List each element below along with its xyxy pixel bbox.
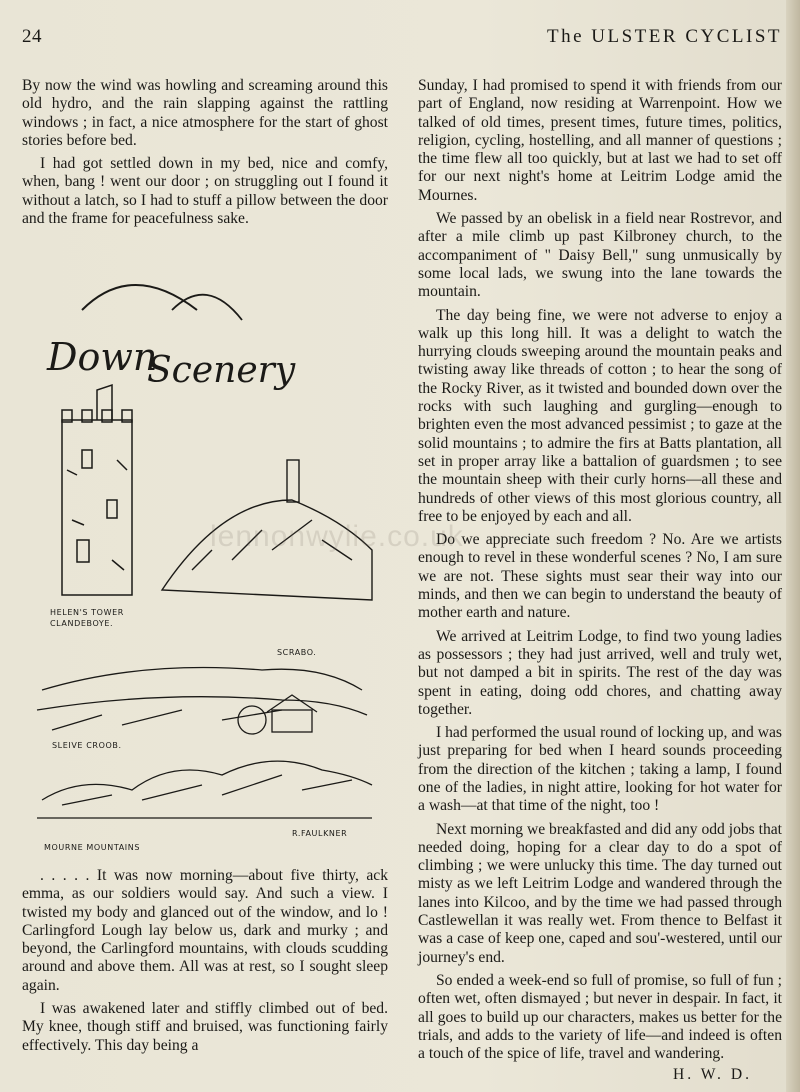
page-number: 24 [22,26,42,47]
paragraph: I was awakened later and stiffly climbed out of bed. My knee, though stiff and bruised, was functioning fairly effectively. This day being a [22,1000,388,1054]
paragraph: Do we appreciate such freedom ? No. Are we artists enough to revel in these wonderful scenes ? No, I am sure we are not. These sights must sear their way into our minds, and then we can begin to understand the beauty of mother earth and nature. [418,531,782,622]
right-column [418,77,782,1085]
cloud-arc [82,285,197,310]
title-word-scenery: Scenery [147,350,296,391]
paragraph: So ended a week-end so full of promise, so full of fun ; often wet, often dismayed ; but never in despair. In fact, it all goes to build up our characters, makes us better for the trials, and adds to the variety of life—and indeed is often a touch of the spice of life, travel and wandering. [418,971,782,1063]
paragraph: Next morning we breakfasted and did any odd jobs that needed doing, hoping for a clear day to do a spot of climbing ; we were unlucky this time. The day turned out misty as we left Leitrim Lodge and wandered through the lanes into Kilcoo, and by the time we had passed through Castlewellan it was really wet. From thence to Belfast it was a case of keep one, caped and sou'-westered, until our journey's end. [418,820,783,966]
down-scenery-illustration [22,270,388,860]
paragraph: By now the wind was howling and screaming around this old hydro, and the rain slapping against the rattling windows ; in fact, a nice atmosphere for the start of ghost stories before bed. [22,77,388,149]
illustration-drawing [22,270,388,860]
cloud-arc [172,295,242,320]
mourne-mountains-drawing [37,761,372,818]
caption-mourne-mountains: MOURNE MOUNTAINS [44,843,140,852]
paragraph: We arrived at Leitrim Lodge, to find two young ladies as possessors ; they had just arrived, well and truly wet, but not damped a bit in spirits. The rest of the day was spent in eating, doing odd chores, and chatting away together. [418,627,782,718]
paragraph: The day being fine, we were not adverse to enjoy a walk up this long hill. It was a delight to watch the hurrying clouds sweeping around the mountain peaks and twisting away like threads of cotton ; to hear the song of the Rocky River, as it twisted and bounded down over the rocks with such laughing and gurgling—enough to brighten even the most advanced pessimist ; to gaze at the solid mountains ; to admire the firs at Batts plantation, all set in proper array like a battalion of guardsmen ; to see the mountain sheep with their curly horns—all these and hundreds of other views of this most glorious country, all free to be enjoyed by each and all. [418,306,782,525]
paragraph: I had got settled down in my bed, nice and comfy, when, bang ! went our door ; on struggling out I found it without a latch, so I had to stuff a pillow between the door and the frame for peacefulness sake. [22,155,388,228]
left-column-bottom [22,867,388,1060]
paragraph: Sunday, I had promised to spend it with friends from our part of England, now residing at Warrenpoint. How we talked of old times, present times, future times, politics, religion, cycling, hostelling, and all manner of questions ; the time flew all too quickly, but at last we had to set off for our next night's home at Leitrim Lodge amid the Mournes. [418,77,782,204]
paragraph: We passed by an obelisk in a field near Rostrevor, and after a mile climb up past Kilbroney church, to the accompaniment of " Daisy Bell," sung unmusically by some local lads, we swung into the lane towards the mountain. [418,210,782,301]
page-edge-shadow [786,0,800,1092]
caption-scrabo: SCRABO. [277,648,317,657]
caption-clandeboye: CLANDEBOYE. [50,619,114,628]
artist-signature: R.FAULKNER [292,829,348,838]
watermark: lennonwylie.co.uk [210,520,464,553]
author-signature: H. W. D. [672,1066,752,1084]
paragraph: . . . . . It was now morning—about five thirty, ack emma, as our soldiers would say. And such a view. I twisted my body and glanced out of the window, and lo ! Carlingford Lough lay below us, dark and murky ; and beyond, the Carlingford mountains, with clouds scudding around and above them. All was at rest, so I sought sleep again. [22,867,388,994]
left-column-top [22,77,388,233]
running-title: The ULSTER CYCLIST [547,26,782,47]
page-header [22,26,782,54]
title-word-down: Down [47,335,158,379]
caption-slieve-croob: SLEIVE CROOB. [52,741,122,750]
caption-helens-tower: HELEN'S TOWER [50,608,124,617]
paragraph: I had performed the usual round of locking up, and was just preparing for bed when I heard sounds proceeding from the direction of the kitchen ; taking a lamp, I found one of the ladies, in night attire, looking for hot water for a wash—at that time of the night, too ! [418,724,783,815]
slieve-croob-drawing [37,668,367,735]
helens-tower-drawing [62,385,132,595]
